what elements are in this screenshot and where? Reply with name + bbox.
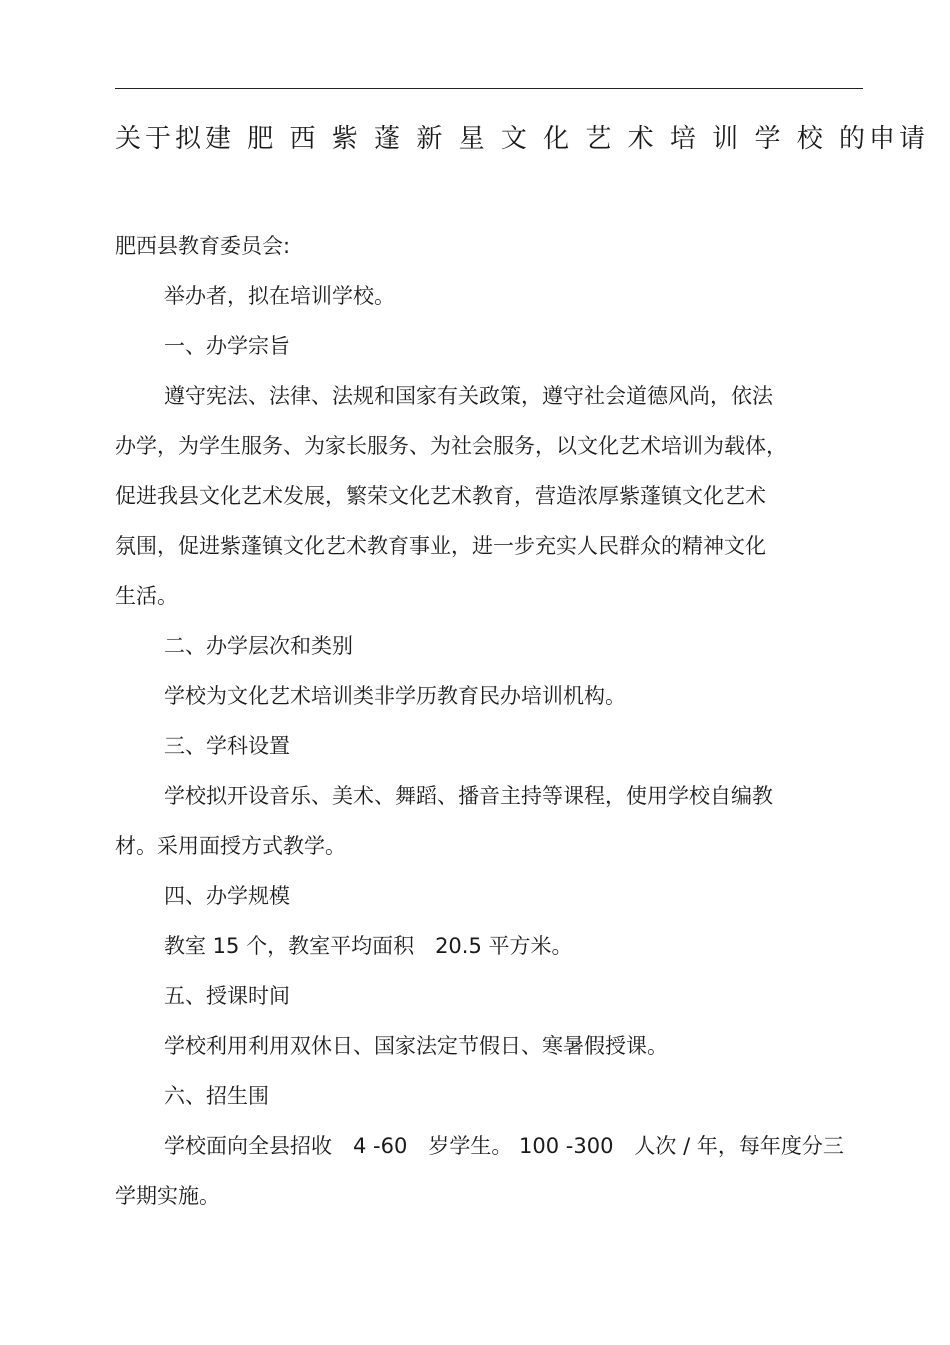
paragraph-line: 教室 15 个，教室平均面积 20.5 平方米。 bbox=[164, 934, 573, 958]
paragraph-line: 学期实施。 bbox=[115, 1184, 220, 1208]
paragraph-line: 生活。 bbox=[115, 584, 178, 608]
section-heading: 六、招生围 bbox=[164, 1084, 269, 1108]
section-heading: 四、办学规模 bbox=[164, 884, 290, 908]
section-heading: 五、授课时间 bbox=[164, 984, 290, 1008]
paragraph-line: 遵守宪法、法律、法规和国家有关政策，遵守社会道德风尚，依法 bbox=[164, 384, 773, 408]
document-body bbox=[115, 221, 850, 1221]
paragraph-line: 学校面向全县招收 4 -60 岁学生。 100 -300 人次 / 年，每年度分三 bbox=[164, 1134, 844, 1158]
paragraph-line: 办学，为学生服务、为家长服务、为社会服务，以文化艺术培训为载体， bbox=[115, 434, 787, 458]
header-rule bbox=[115, 88, 863, 89]
paragraph-line: 学校拟开设音乐、美术、舞蹈、播音主持等课程，使用学校自编教 bbox=[164, 784, 773, 808]
paragraph-line: 学校为文化艺术培训类非学历教育民办培训机构。 bbox=[164, 684, 626, 708]
section-heading: 一、办学宗旨 bbox=[164, 334, 290, 358]
paragraph-line: 材。采用面授方式教学。 bbox=[115, 834, 346, 858]
section-heading: 二、办学层次和类别 bbox=[164, 634, 353, 658]
addressee-line: 肥西县教育委员会: bbox=[115, 234, 291, 258]
section-heading: 三、学科设置 bbox=[164, 734, 290, 758]
document-title: 关于拟建 肥 西 紫 蓬 新 星 文 化 艺 术 培 训 学 校 的申请 bbox=[115, 124, 929, 154]
paragraph-line: 学校利用利用双休日、国家法定节假日、寒暑假授课。 bbox=[164, 1034, 668, 1058]
paragraph-line: 促进我县文化艺术发展，繁荣文化艺术教育，营造浓厚紫蓬镇文化艺术 bbox=[115, 484, 766, 508]
paragraph-line: 举办者，拟在培训学校。 bbox=[164, 284, 395, 308]
paragraph-line: 氛围，促进紫蓬镇文化艺术教育事业，进一步充实人民群众的精神文化 bbox=[115, 534, 766, 558]
